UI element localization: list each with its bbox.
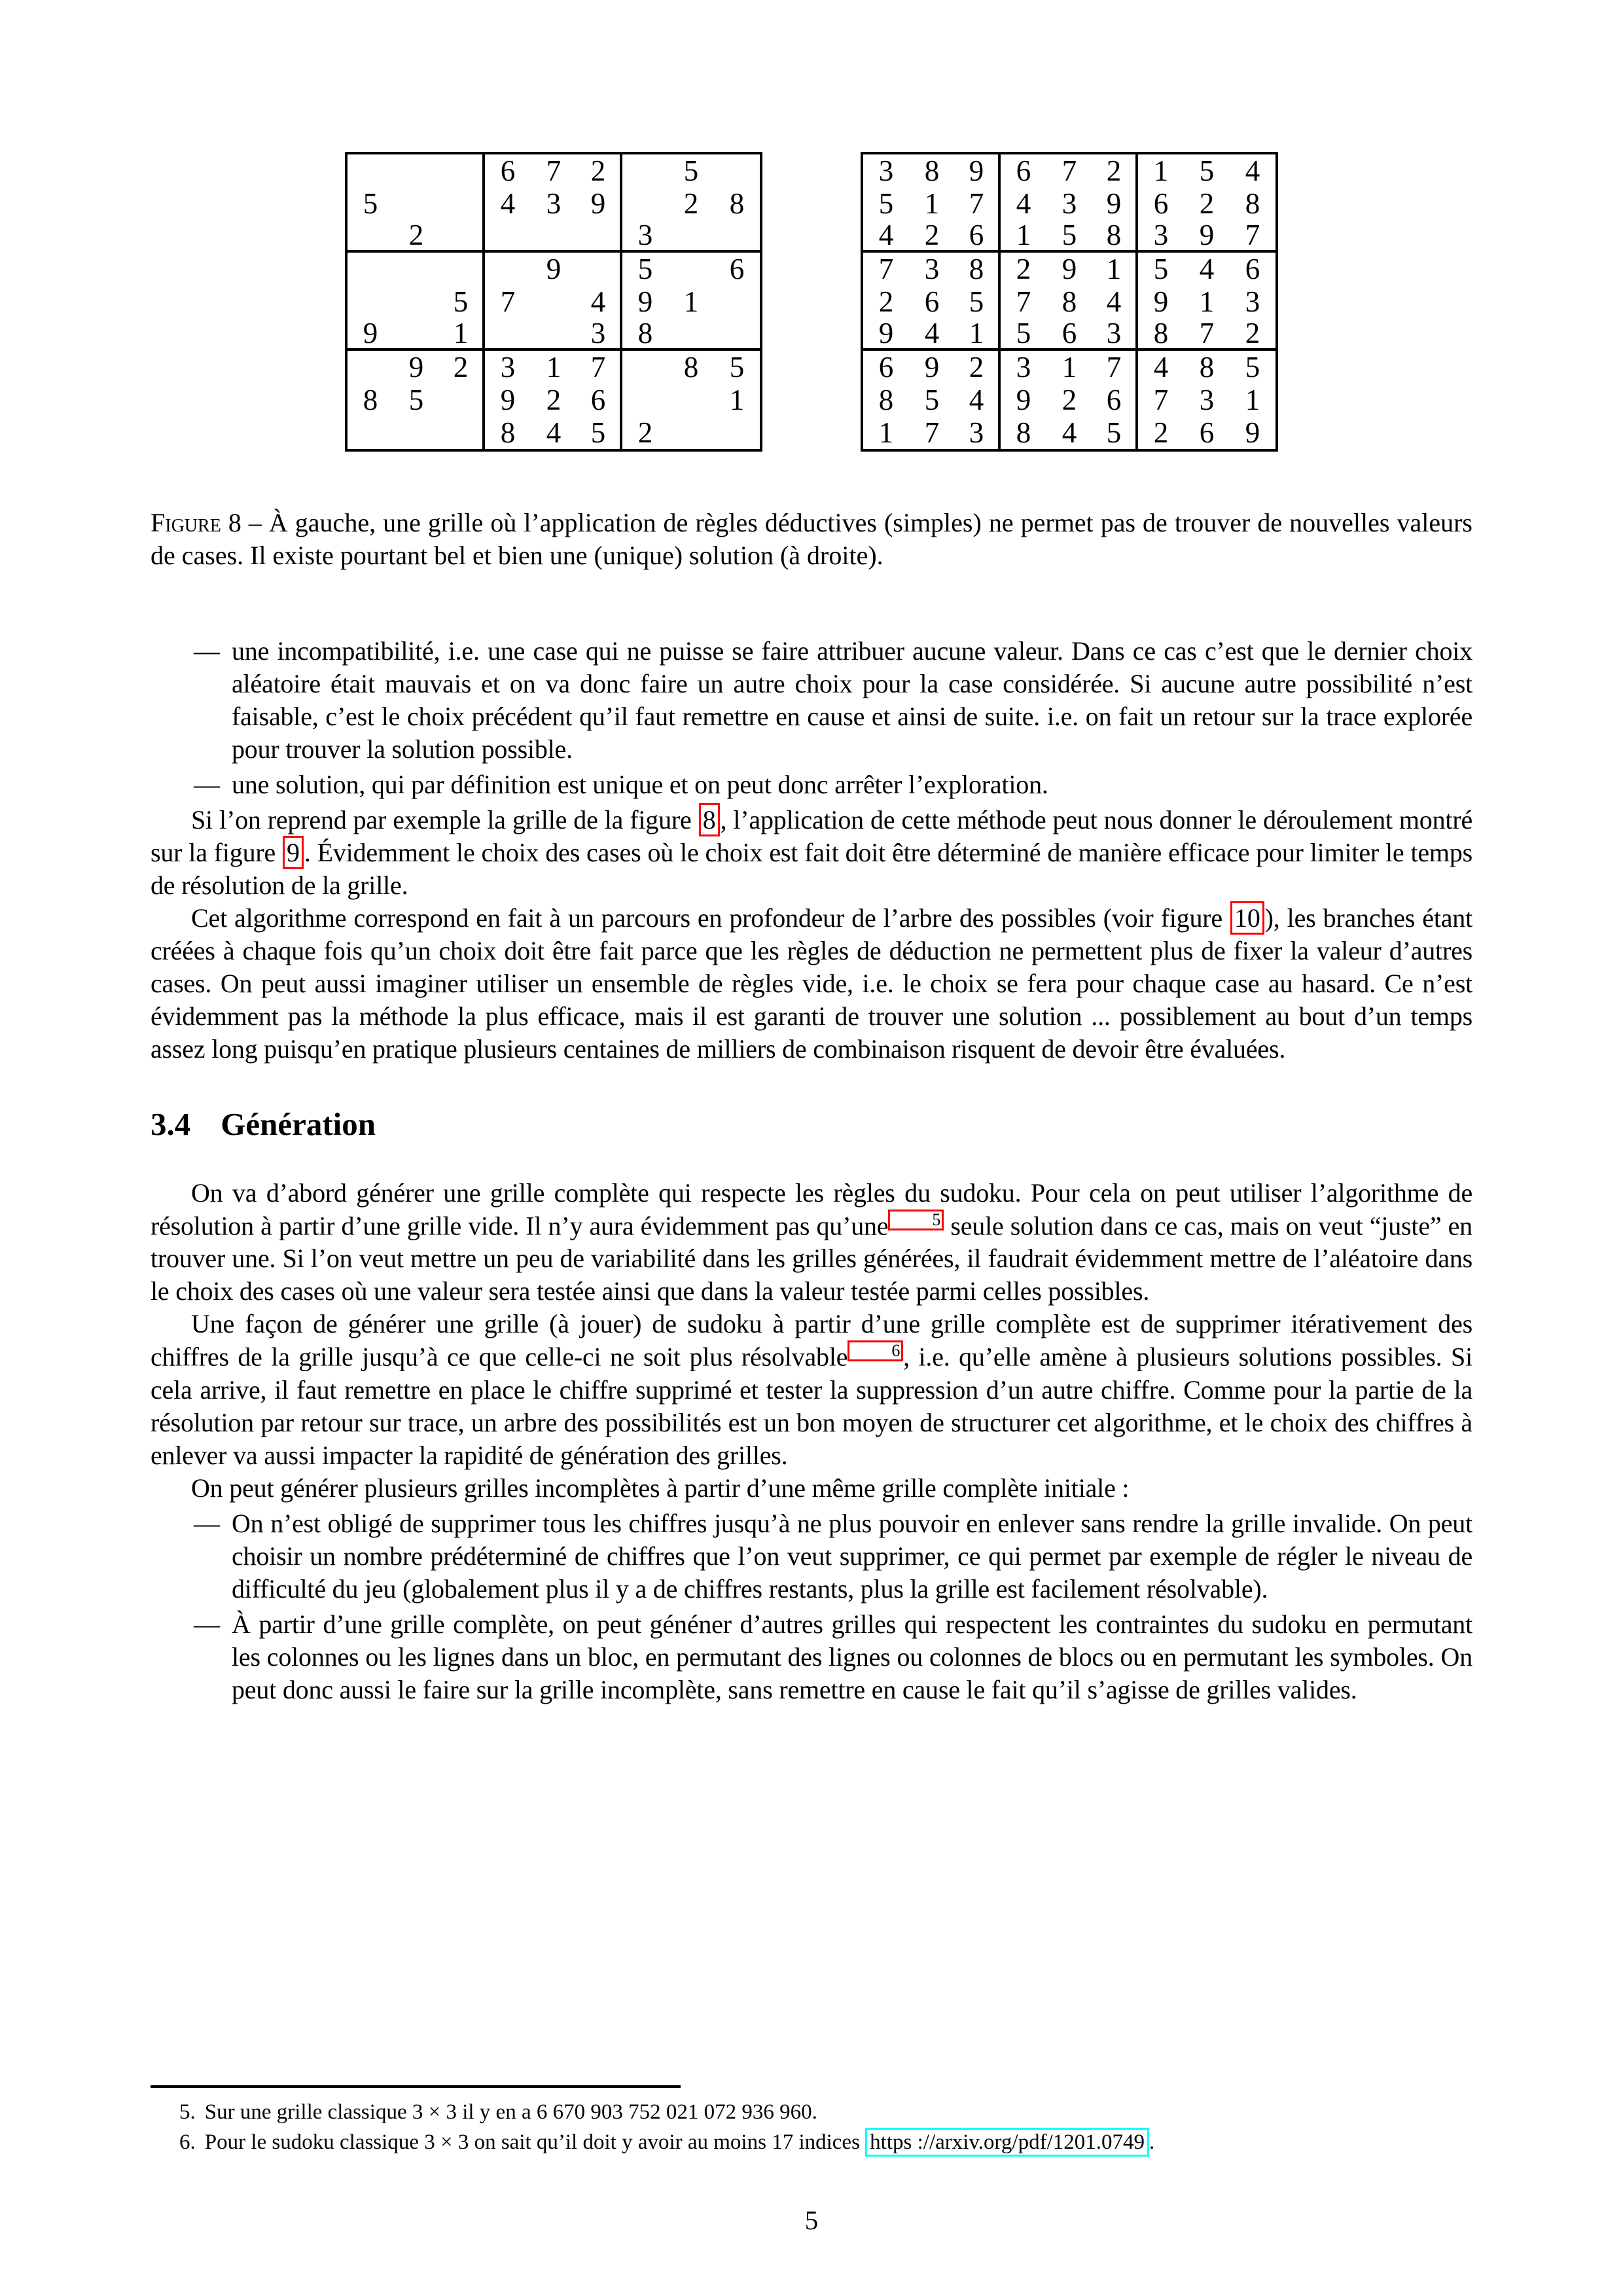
sudoku-cell: 7 (546, 154, 562, 187)
sudoku-cell: 3 (1138, 220, 1184, 253)
sudoku-cell (622, 351, 668, 384)
dash-marker: — (194, 770, 220, 799)
figure-caption-label: Figure 8 (151, 508, 241, 537)
sudoku-cell: 3 (577, 318, 622, 351)
sudoku-cell: 8 (1061, 285, 1077, 318)
dash-marker: — (194, 1508, 220, 1538)
sudoku-cell: 2 (1199, 187, 1215, 220)
sudoku-cell: 5 (1092, 416, 1138, 449)
sudoku-cell (622, 187, 668, 220)
sudoku-cell: 2 (909, 220, 955, 253)
list-item-text: À partir d’une grille complète, on peut généner d’autres grilles qui respectent les contraintes du sudoku en permutant les colonnes ou les lignes dans un bloc, en permutant des lignes ou colonnes de blocs ou en permutant les symboles. On peut donc aussi le faire sur la grille incomplète, sans remettre en cause le fait qu’il s’agisse de grilles valides. (232, 1609, 1472, 1704)
sudoku-cell: 6 (1092, 384, 1138, 416)
footnote-text (205, 2128, 1155, 2157)
sudoku-cell (393, 318, 439, 351)
sudoku-cell (668, 384, 714, 416)
sudoku-cell: 5 (1046, 220, 1092, 253)
sudoku-cell (531, 318, 577, 351)
dash-marker: — (194, 1609, 220, 1639)
figure-ref-link[interactable]: 10 (1230, 901, 1264, 935)
text-run: Cet algorithme correspond en fait à un parcours en profondeur de l’arbre des possibles (voir figure (191, 903, 1230, 933)
sudoku-cell (714, 416, 760, 449)
sudoku-cell: 6 (1153, 187, 1169, 220)
sudoku-cell: 4 (909, 318, 955, 351)
section-number: 3.4 (151, 1106, 191, 1142)
footnotes-area (151, 2085, 1472, 2157)
sudoku-cell: 2 (1061, 384, 1077, 416)
sudoku-cell: 1 (1001, 220, 1046, 253)
section-heading (151, 1106, 1472, 1143)
sudoku-cell (622, 154, 668, 187)
sudoku-cell: 7 (878, 253, 894, 285)
sudoku-cell: 3 (1092, 318, 1138, 351)
sudoku-cell: 9 (577, 187, 622, 220)
sudoku-cell: 3 (1199, 384, 1215, 416)
list-item-text: une incompatibilité, i.e. une case qui ne puisse se faire attribuer aucune valeur. Dans ce cas c’est que le dernier choix aléatoire était mauvais et on va donc faire un autre choix pour la case considérée. Si aucune autre possibilité n’est faisable, c’est le choix précédent qu’il faut remettre en cause et ainsi de suite. i.e. on fait un retour sur la trace explorée pour trouver la solution possible. (232, 636, 1472, 764)
sudoku-cell: 5 (729, 351, 745, 384)
sudoku-cell (577, 253, 622, 285)
sudoku-cell (439, 220, 485, 253)
sudoku-cell (348, 285, 393, 318)
figure-caption-separator: – (241, 508, 269, 537)
sudoku-cell (439, 253, 485, 285)
text-run: , i.e. qu’elle amène à plusieurs solutions possibles. Si cela arrive, il faut remettre en place le chiffre supprimé et tester la suppression d’un autre chiffre. Comme pour la partie de la résolution par retour sur trace, un arbre des possibilités est un bon moyen de structurer cet algorithme, et le choix des chiffres à enlever va aussi impacter la rapidité de génération des grilles. (151, 1342, 1472, 1470)
sudoku-cell: 7 (1061, 154, 1077, 187)
sudoku-cell: 9 (546, 253, 562, 285)
text-run: Sur une grille classique 3 × 3 il y en a 6 670 903 752 021 072 936 960. (204, 2100, 817, 2124)
url-link[interactable]: https ://arxiv.org/pdf/1201.0749 (865, 2128, 1149, 2157)
footnote-5 (151, 2097, 1472, 2127)
sudoku-cell: 1 (1061, 351, 1077, 384)
sudoku-cell (348, 351, 393, 384)
sudoku-cell: 4 (1016, 187, 1031, 220)
sudoku-cell: 5 (439, 285, 485, 318)
paragraph-algorithm (151, 902, 1472, 1066)
sudoku-cell (348, 416, 393, 449)
sudoku-cell: 2 (683, 187, 699, 220)
sudoku-cell: 2 (1230, 318, 1275, 351)
sudoku-cell: 9 (500, 384, 516, 416)
sudoku-cell (668, 318, 714, 351)
sudoku-cell (348, 154, 393, 187)
sudoku-cell: 3 (546, 187, 562, 220)
list-item-text: On n’est obligé de supprimer tous les chiffres jusqu’à ne plus pouvoir en enlever sans rendre la grille invalide. On peut choisir un nombre prédéterminé de chiffres que l’on veut supprimer, ce qui permet par exemple de régler le niveau de difficulté du jeu (globalement plus il y a de chiffres restants, plus la grille est facilement résolvable). (232, 1508, 1472, 1604)
sudoku-cell: 4 (1199, 253, 1215, 285)
sudoku-cell: 5 (683, 154, 699, 187)
sudoku-cell: 4 (863, 220, 909, 253)
sudoku-cell: 6 (924, 285, 940, 318)
footnote-text (205, 2100, 817, 2124)
footnote-6 (151, 2127, 1472, 2157)
sudoku-cell: 4 (1092, 285, 1138, 318)
sudoku-cell: 9 (863, 318, 909, 351)
sudoku-cell (393, 416, 439, 449)
sudoku-cell: 9 (1092, 187, 1138, 220)
sudoku-cell: 6 (878, 351, 894, 384)
sudoku-cell: 1 (546, 351, 562, 384)
sudoku-cell: 1 (878, 416, 894, 449)
text-run: ), les branches étant créées à chaque fois qu’un choix doit être fait parce que les règles de déduction ne permettent plus de fixer la valeur d’autres cases. On peut aussi imaginer utiliser un ensemble de règles vide, i.e. le choix se fera pour chaque case au hasard. Ce n’est évidemment pas la méthode la plus efficace, mais il est garanti de trouver une solution ... possiblement au bout d’un temps assez long puisqu’en pratique plusieurs centaines de milliers de combinaison risquent de devoir être évaluées. (151, 903, 1472, 1064)
text-run: Une façon de générer une grille (à jouer) de sudoku à partir d’une grille complète est de supprimer itérativement des chiffres de la grille jusqu’à ce que celle-ci ne soit plus résolvable (151, 1309, 1472, 1372)
outcome-list (151, 635, 1472, 801)
sudoku-cell (393, 285, 439, 318)
sudoku-cell: 8 (1245, 187, 1260, 220)
sudoku-cell: 6 (729, 253, 745, 285)
sudoku-cell: 6 (955, 220, 1001, 253)
sudoku-cell: 2 (1092, 154, 1138, 187)
sudoku-cell: 8 (729, 187, 745, 220)
sudoku-cell: 7 (1092, 351, 1138, 384)
page-content (151, 0, 1472, 1706)
sudoku-cell: 1 (729, 384, 745, 416)
sudoku-cell: 6 (1016, 154, 1031, 187)
sudoku-cell: 4 (546, 416, 562, 449)
sudoku-cell (714, 285, 760, 318)
sudoku-cell: 3 (955, 416, 1001, 449)
sudoku-cell: 4 (1245, 154, 1260, 187)
sudoku-cell: 3 (924, 253, 940, 285)
sudoku-cell: 6 (1199, 416, 1215, 449)
sudoku-cell: 8 (500, 416, 516, 449)
sudoku-cell: 7 (924, 416, 940, 449)
sudoku-cell: 3 (1016, 351, 1031, 384)
sudoku-cell: 6 (500, 154, 516, 187)
sudoku-cell (531, 285, 577, 318)
sudoku-cell: 1 (1199, 285, 1215, 318)
sudoku-cell: 7 (500, 285, 516, 318)
sudoku-cell: 7 (1184, 318, 1230, 351)
sudoku-cell: 3 (500, 351, 516, 384)
sudoku-cell: 6 (577, 384, 622, 416)
sudoku-cell: 2 (878, 285, 894, 318)
sudoku-cell: 8 (1199, 351, 1215, 384)
sudoku-cell: 5 (1153, 253, 1169, 285)
text-run: , l’application de cette méthode peut nous donner le déroulement montré sur la figure (151, 805, 1472, 867)
sudoku-cell: 5 (924, 384, 940, 416)
sudoku-cell: 4 (1061, 416, 1077, 449)
sudoku-cell (485, 253, 531, 285)
sudoku-cell: 5 (955, 285, 1001, 318)
list-item-text: une solution, qui par définition est unique et on peut donc arrêter l’exploration. (232, 770, 1048, 799)
sudoku-cell: 8 (878, 384, 894, 416)
sudoku-cell: 5 (1245, 351, 1260, 384)
sudoku-cell: 7 (1153, 384, 1169, 416)
sudoku-cell (393, 187, 439, 220)
sudoku-cell (714, 154, 760, 187)
figure-ref-link[interactable]: 9 (283, 836, 304, 869)
body-text (151, 635, 1472, 1706)
sudoku-cell: 9 (1016, 384, 1031, 416)
sudoku-cell (393, 154, 439, 187)
text-run: Pour le sudoku classique 3 × 3 on sait qu’il doit y avoir au moins 17 indices (204, 2130, 866, 2154)
figure-8-grids (151, 0, 1472, 452)
footnote-ref-link[interactable]: 6 (847, 1340, 903, 1361)
sudoku-cell: 2 (1153, 416, 1169, 449)
sudoku-cell: 8 (1138, 318, 1184, 351)
text-run: . Évidemment le choix des cases où le choix est fait doit être déterminé de manière efficace pour limiter le temps de résolution de la grille. (151, 838, 1473, 900)
sudoku-cell: 7 (955, 187, 1001, 220)
sudoku-cell (439, 416, 485, 449)
figure-caption (151, 507, 1472, 572)
figure-ref-link[interactable]: 8 (699, 803, 720, 836)
sudoku-cell: 7 (577, 351, 622, 384)
sudoku-cell: 8 (683, 351, 699, 384)
footnote-number: 6. (179, 2130, 196, 2154)
list-item (151, 1608, 1472, 1706)
figure-caption-text: À gauche, une grille où l’application de règles déductives (simples) ne permet pas de trouver de nouvelles valeurs de cases. Il existe pourtant bel et bien une (unique) solution (à droite). (151, 508, 1472, 570)
sudoku-cell: 2 (955, 351, 1001, 384)
text-run: Si l’on reprend par exemple la grille de la figure (191, 805, 698, 834)
sudoku-cell: 4 (577, 285, 622, 318)
sudoku-cell (714, 318, 760, 351)
dash-marker: — (194, 636, 220, 666)
sudoku-grid-puzzle (345, 152, 762, 452)
text-run: . (1149, 2130, 1155, 2154)
generation-list (151, 1507, 1472, 1706)
sudoku-cell: 1 (955, 318, 1001, 351)
sudoku-cell: 8 (1092, 220, 1138, 253)
sudoku-cell: 5 (1001, 318, 1046, 351)
sudoku-cell (485, 318, 531, 351)
sudoku-cell: 3 (1061, 187, 1077, 220)
sudoku-cell: 9 (955, 154, 1001, 187)
sudoku-cell (668, 220, 714, 253)
sudoku-cell: 2 (546, 384, 562, 416)
sudoku-cell: 6 (1245, 253, 1260, 285)
sudoku-cell (439, 154, 485, 187)
sudoku-cell (622, 384, 668, 416)
sudoku-cell: 7 (1016, 285, 1031, 318)
sudoku-cell: 9 (924, 351, 940, 384)
sudoku-cell (668, 253, 714, 285)
paragraph-generation-2 (151, 1308, 1472, 1471)
sudoku-cell: 9 (1245, 416, 1260, 449)
sudoku-cell: 4 (1153, 351, 1169, 384)
sudoku-cell (668, 416, 714, 449)
sudoku-cell: 9 (408, 351, 424, 384)
footnote-rule (151, 2085, 681, 2088)
sudoku-cell (485, 220, 531, 253)
sudoku-cell: 3 (1245, 285, 1260, 318)
sudoku-cell: 9 (348, 318, 393, 351)
footnote-ref-link[interactable]: 5 (888, 1210, 944, 1230)
sudoku-cell: 7 (1230, 220, 1275, 253)
sudoku-cell: 1 (1153, 154, 1169, 187)
sudoku-cell (531, 220, 577, 253)
sudoku-cell: 1 (1245, 384, 1260, 416)
sudoku-cell: 5 (408, 384, 424, 416)
sudoku-cell: 8 (363, 384, 378, 416)
sudoku-cell: 1 (683, 285, 699, 318)
sudoku-cell: 4 (500, 187, 516, 220)
sudoku-cell: 8 (1016, 416, 1031, 449)
sudoku-cell: 5 (878, 187, 894, 220)
sudoku-cell: 8 (955, 253, 1001, 285)
sudoku-cell: 9 (1061, 253, 1077, 285)
section-title: Génération (221, 1106, 376, 1142)
sudoku-cell: 3 (622, 220, 668, 253)
sudoku-cell: 1 (439, 318, 485, 351)
sudoku-cell: 5 (577, 416, 622, 449)
list-item (151, 768, 1472, 801)
sudoku-cell: 9 (637, 285, 653, 318)
text-run: On va d’abord générer une grille complète qui respecte les règles du sudoku. Pour cela on peut utiliser l’algorithme de résolution à partir d’une grille vide. Il n’y aura évidemment pas qu’une (151, 1178, 1472, 1241)
sudoku-cell: 5 (1199, 154, 1215, 187)
sudoku-grid-solution (861, 152, 1278, 452)
sudoku-cell: 8 (622, 318, 668, 351)
page-number: 5 (804, 2205, 819, 2235)
sudoku-cell (348, 253, 393, 285)
text-run: seule solution dans ce cas, mais on veut “juste” en trouver une. Si l’on veut mettre un peu de variabilité dans les grilles générées, il faudrait évidemment mettre de l’aléatoire dans le choix des cases où une valeur sera testée ainsi que dans la valeur testée parmi celles possibles. (151, 1211, 1472, 1306)
sudoku-cell (393, 253, 439, 285)
sudoku-cell: 9 (1153, 285, 1169, 318)
list-item (151, 635, 1472, 766)
sudoku-cell (439, 187, 485, 220)
sudoku-cell: 2 (1016, 253, 1031, 285)
sudoku-cell: 6 (1046, 318, 1092, 351)
sudoku-cell (439, 384, 485, 416)
sudoku-cell: 5 (637, 253, 653, 285)
sudoku-cell: 1 (924, 187, 940, 220)
paragraph-generation-1 (151, 1177, 1472, 1308)
sudoku-cell (714, 220, 760, 253)
sudoku-cell: 8 (924, 154, 940, 187)
footnote-number: 5. (179, 2100, 196, 2124)
sudoku-cell: 2 (637, 416, 653, 449)
paragraph-method (151, 804, 1472, 902)
sudoku-cell: 9 (1184, 220, 1230, 253)
sudoku-cell (348, 220, 393, 253)
sudoku-cell: 2 (577, 154, 622, 187)
sudoku-cell (577, 220, 622, 253)
sudoku-cell: 2 (439, 351, 485, 384)
sudoku-cell: 2 (393, 220, 439, 253)
sudoku-cell: 3 (878, 154, 894, 187)
sudoku-cell: 4 (955, 384, 1001, 416)
paragraph-generation-3: On peut générer plusieurs grilles incomplètes à partir d’une même grille complète initiale : (191, 1473, 1130, 1503)
sudoku-cell: 5 (363, 187, 378, 220)
list-item (151, 1507, 1472, 1605)
sudoku-cell: 1 (1092, 253, 1138, 285)
